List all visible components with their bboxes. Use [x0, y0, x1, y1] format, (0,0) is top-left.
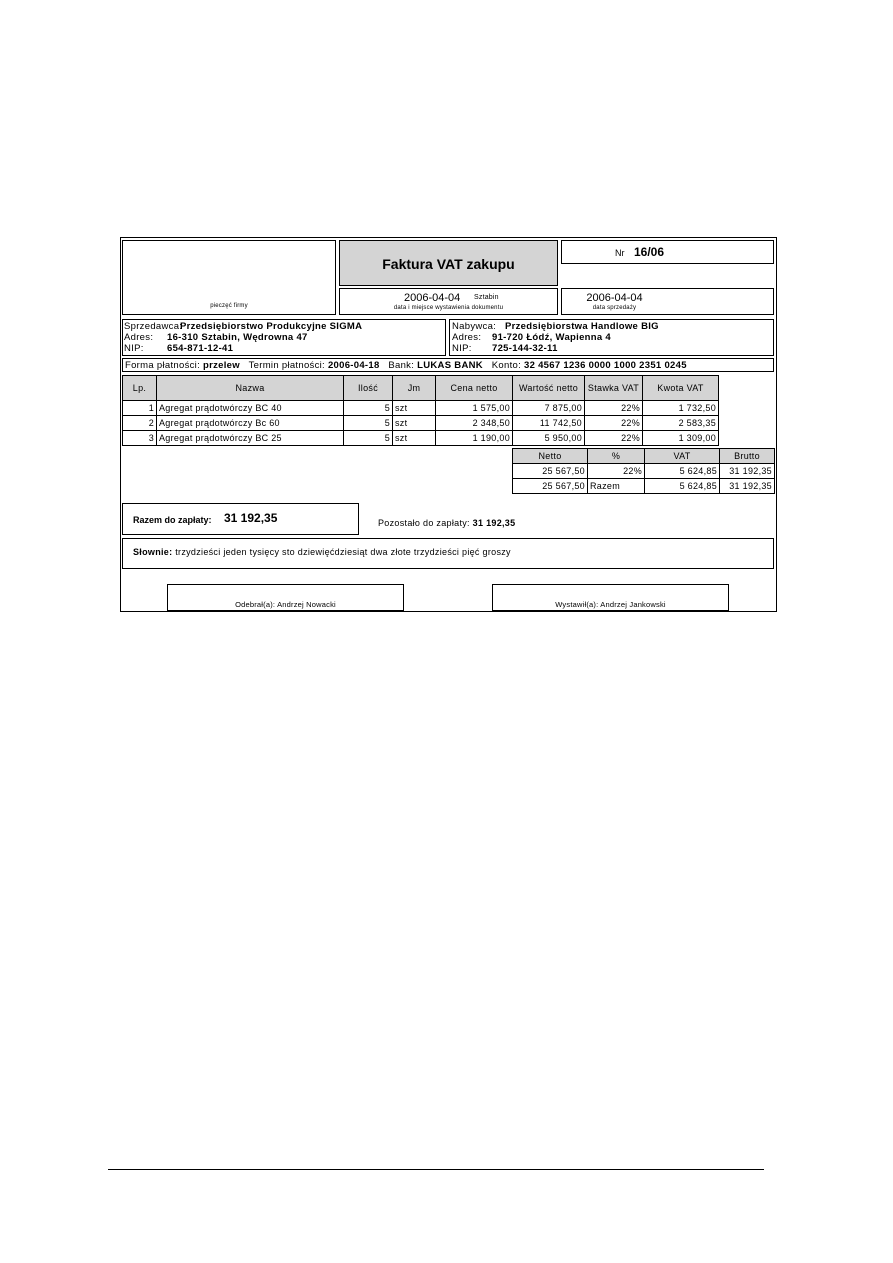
issuer-signature-box — [492, 584, 729, 611]
table-row — [123, 416, 719, 431]
seller-nip-label: NIP: — [124, 343, 144, 354]
payment-form: przelew — [202, 360, 240, 371]
account-label: Konto: — [491, 360, 522, 371]
invoice-number: 16/06 — [634, 245, 665, 259]
cell-unit: szt — [393, 416, 436, 431]
cell-vat-rate: 22% — [585, 401, 643, 416]
sale-date-box — [561, 288, 774, 315]
cell-unit: szt — [393, 401, 436, 416]
col-net-value: Wartość netto — [513, 376, 585, 401]
payment-term-label: Termin płatności: — [248, 360, 325, 371]
buyer-nip-label: NIP: — [452, 343, 472, 354]
col-qty: Ilość — [344, 376, 393, 401]
in-words-text: trzydzieści jeden tysięcy sto dziewięćdziesiąt dwa złote trzydzieści pięć groszy — [175, 547, 511, 557]
to-pay-amount: 31 192,35 — [224, 511, 278, 525]
cell-vat-rate: 22% — [585, 431, 643, 446]
items-header-row — [123, 376, 719, 401]
sale-date: 2006-04-04 — [586, 292, 643, 304]
sum-col-rate: % — [588, 449, 645, 464]
sum-col-gross: Brutto — [720, 449, 775, 464]
bank-name: LUKAS BANK — [417, 360, 483, 371]
sum-rate: Razem — [588, 479, 645, 494]
cell-qty: 5 — [344, 416, 393, 431]
issue-date-box — [339, 288, 558, 315]
summary-header-row — [513, 449, 775, 464]
invoice-number-label: Nr — [615, 248, 625, 258]
cell-vat-amount: 2 583,35 — [643, 416, 719, 431]
cell-vat-amount: 1 732,50 — [643, 401, 719, 416]
cell-name: Agregat prądotwórczy BC 25 — [157, 431, 344, 446]
sum-col-vat: VAT — [645, 449, 720, 464]
sum-vat: 5 624,85 — [645, 479, 720, 494]
issue-date: 2006-04-04 — [404, 292, 461, 304]
payment-line — [125, 360, 687, 371]
col-name: Nazwa — [157, 376, 344, 401]
remaining-line — [378, 518, 515, 528]
sale-caption: data sprzedaży — [592, 305, 637, 311]
buyer-nip: 725-144-32-11 — [492, 343, 558, 354]
page-footer-rule — [108, 1169, 764, 1170]
cell-lp: 2 — [123, 416, 157, 431]
cell-lp: 3 — [123, 431, 157, 446]
table-row — [513, 479, 775, 494]
title-box — [339, 240, 558, 286]
payment-form-label: Forma płatności: — [125, 360, 201, 371]
col-vat-rate: Stawka VAT — [585, 376, 643, 401]
issue-place: Sztabin — [474, 294, 499, 301]
seller-box — [122, 319, 446, 356]
cell-qty: 5 — [344, 431, 393, 446]
col-net-price: Cena netto — [436, 376, 513, 401]
in-words-box — [122, 538, 774, 569]
to-pay-box — [122, 503, 359, 535]
cell-qty: 5 — [344, 401, 393, 416]
seller-address-label: Adres: — [124, 332, 154, 343]
seller-label: Sprzedawca: — [124, 321, 183, 332]
sum-col-net: Netto — [513, 449, 588, 464]
cell-lp: 1 — [123, 401, 157, 416]
cell-vat-rate: 22% — [585, 416, 643, 431]
issue-caption: data i miejsce wystawienia dokumentu — [393, 305, 504, 311]
account-number: 32 4567 1236 0000 1000 2351 0245 — [523, 360, 687, 371]
seller-nip: 654-871-12-41 — [167, 343, 234, 354]
cell-name: Agregat prądotwórczy Bc 60 — [157, 416, 344, 431]
buyer-name: Przedsiębiorstwa Handlowe BIG — [505, 321, 659, 332]
in-words-line — [133, 547, 511, 557]
cell-net-value: 7 875,00 — [513, 401, 585, 416]
remaining-label: Pozostało do zapłaty: — [378, 518, 470, 528]
sum-net: 25 567,50 — [513, 464, 588, 479]
sum-net: 25 567,50 — [513, 479, 588, 494]
items-table — [122, 375, 719, 446]
cell-net-price: 2 348,50 — [436, 416, 513, 431]
seller-name: Przedsiębiorstwo Produkcyjne SIGMA — [180, 321, 363, 332]
col-lp: Lp. — [123, 376, 157, 401]
cell-net-price: 1 190,00 — [436, 431, 513, 446]
sum-gross: 31 192,35 — [720, 479, 775, 494]
col-vat-amount: Kwota VAT — [643, 376, 719, 401]
to-pay-label: Razem do zapłaty: — [133, 515, 212, 525]
buyer-address-label: Adres: — [452, 332, 482, 343]
in-words-label: Słownie: — [133, 547, 173, 557]
invoice-number-box — [561, 240, 774, 264]
cell-net-value: 5 950,00 — [513, 431, 585, 446]
receiver-signature-box — [167, 584, 404, 611]
cell-net-value: 11 742,50 — [513, 416, 585, 431]
cell-vat-amount: 1 309,00 — [643, 431, 719, 446]
sum-vat: 5 624,85 — [645, 464, 720, 479]
stamp-box — [122, 240, 336, 315]
cell-unit: szt — [393, 431, 436, 446]
cell-name: Agregat prądotwórczy BC 40 — [157, 401, 344, 416]
receiver-signature: Odebrał(a): Andrzej Nowacki — [235, 600, 336, 609]
stamp-label: pieczęć firmy — [210, 303, 248, 309]
seller-address: 16-310 Sztabin, Wędrowna 47 — [167, 332, 308, 343]
summary-table — [512, 448, 775, 494]
sum-rate: 22% — [588, 464, 645, 479]
issuer-signature: Wystawił(a): Andrzej Jankowski — [555, 600, 666, 609]
table-row — [513, 464, 775, 479]
buyer-address: 91-720 Łódź, Wapienna 4 — [492, 332, 611, 343]
buyer-label: Nabywca: — [452, 321, 497, 332]
bank-label: Bank: — [388, 360, 415, 371]
table-row — [123, 431, 719, 446]
col-unit: Jm — [393, 376, 436, 401]
table-row — [123, 401, 719, 416]
page-title: Faktura VAT zakupu — [382, 256, 515, 272]
payment-box — [122, 358, 774, 372]
remaining-amount: 31 192,35 — [472, 518, 516, 528]
sum-gross: 31 192,35 — [720, 464, 775, 479]
payment-term: 2006-04-18 — [327, 360, 380, 371]
cell-net-price: 1 575,00 — [436, 401, 513, 416]
buyer-box — [449, 319, 774, 356]
